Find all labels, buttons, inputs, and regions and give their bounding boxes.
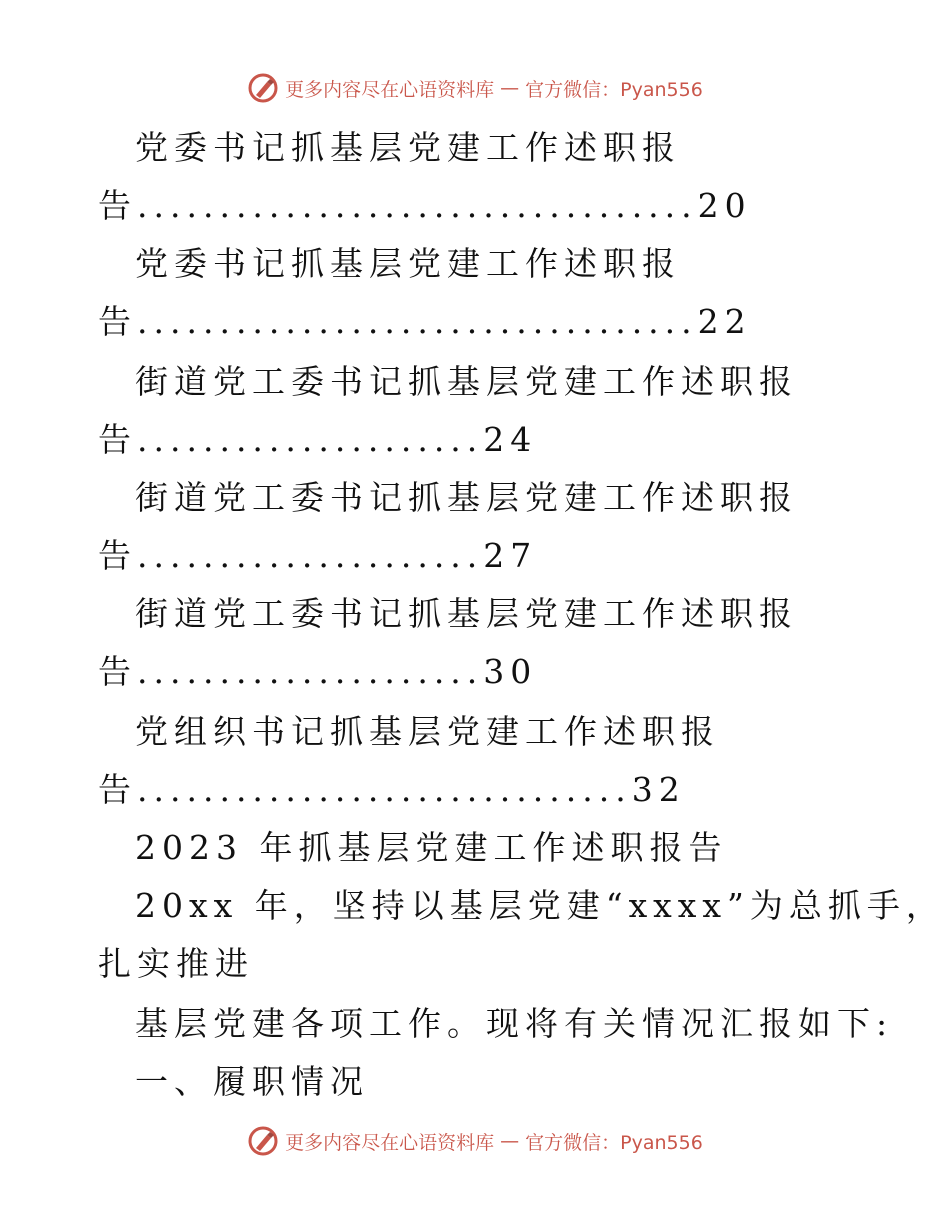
- watermark-separator: —: [500, 77, 520, 99]
- toc-entry-title: 街道党工委书记抓基层党建工作述职报: [135, 594, 798, 633]
- toc-entry-tail: 告: [98, 652, 137, 691]
- toc-page-number: 20: [697, 186, 752, 225]
- toc-page-number: 30: [483, 652, 538, 691]
- report-heading: 2023 年抓基层党建工作述职报告: [135, 828, 728, 867]
- section-heading: 一、履职情况: [135, 1062, 369, 1101]
- toc-entry-leader: [98, 536, 537, 576]
- toc-dot-leader: .....................: [137, 652, 484, 691]
- toc-entry-tail: 告: [98, 536, 137, 575]
- toc-entry-leader: [98, 652, 537, 692]
- toc-entry-tail: 告: [98, 302, 137, 341]
- toc-page-number: 22: [697, 302, 752, 341]
- watermark-header: [0, 72, 950, 104]
- toc-entry-leader: [98, 420, 537, 460]
- watermark-footer: [0, 1125, 950, 1157]
- paragraph-line: 扎实推进: [98, 944, 254, 983]
- toc-dot-leader: ..................................: [137, 302, 698, 341]
- toc-entry-title: 街道党工委书记抓基层党建工作述职报: [135, 362, 798, 401]
- pen-logo-icon: [247, 1125, 279, 1157]
- watermark-text: 更多内容尽在心语资料库: [285, 1131, 495, 1154]
- toc-page-number: 24: [483, 420, 538, 459]
- toc-page-number: 32: [631, 770, 686, 809]
- watermark-text: 更多内容尽在心语资料库: [285, 78, 495, 101]
- paragraph-line: 20xx 年，坚持以基层党建“xxxx”为总抓手，: [135, 886, 945, 925]
- toc-entry-title: 党委书记抓基层党建工作述职报: [135, 128, 681, 167]
- toc-dot-leader: .....................: [137, 420, 484, 459]
- toc-entry-leader: [98, 770, 686, 810]
- toc-entry-title: 党委书记抓基层党建工作述职报: [135, 244, 681, 283]
- toc-dot-leader: ..............................: [137, 770, 632, 809]
- toc-entry-leader: [98, 302, 752, 342]
- toc-dot-leader: ..................................: [137, 186, 698, 225]
- toc-entry-tail: 告: [98, 770, 137, 809]
- toc-entry-title: 街道党工委书记抓基层党建工作述职报: [135, 478, 798, 517]
- toc-entry-leader: [98, 186, 752, 226]
- watermark-separator: —: [500, 1130, 520, 1152]
- watermark-wechat: 官方微信：Pyan556: [525, 78, 703, 101]
- toc-dot-leader: .....................: [137, 536, 484, 575]
- pen-logo-icon: [247, 72, 279, 104]
- paragraph-line: 基层党建各项工作。现将有关情况汇报如下:: [135, 1004, 894, 1043]
- toc-entry-tail: 告: [98, 420, 137, 459]
- watermark-wechat: 官方微信：Pyan556: [525, 1131, 703, 1154]
- toc-entry-tail: 告: [98, 186, 137, 225]
- toc-page-number: 27: [483, 536, 538, 575]
- toc-entry-title: 党组织书记抓基层党建工作述职报: [135, 712, 720, 751]
